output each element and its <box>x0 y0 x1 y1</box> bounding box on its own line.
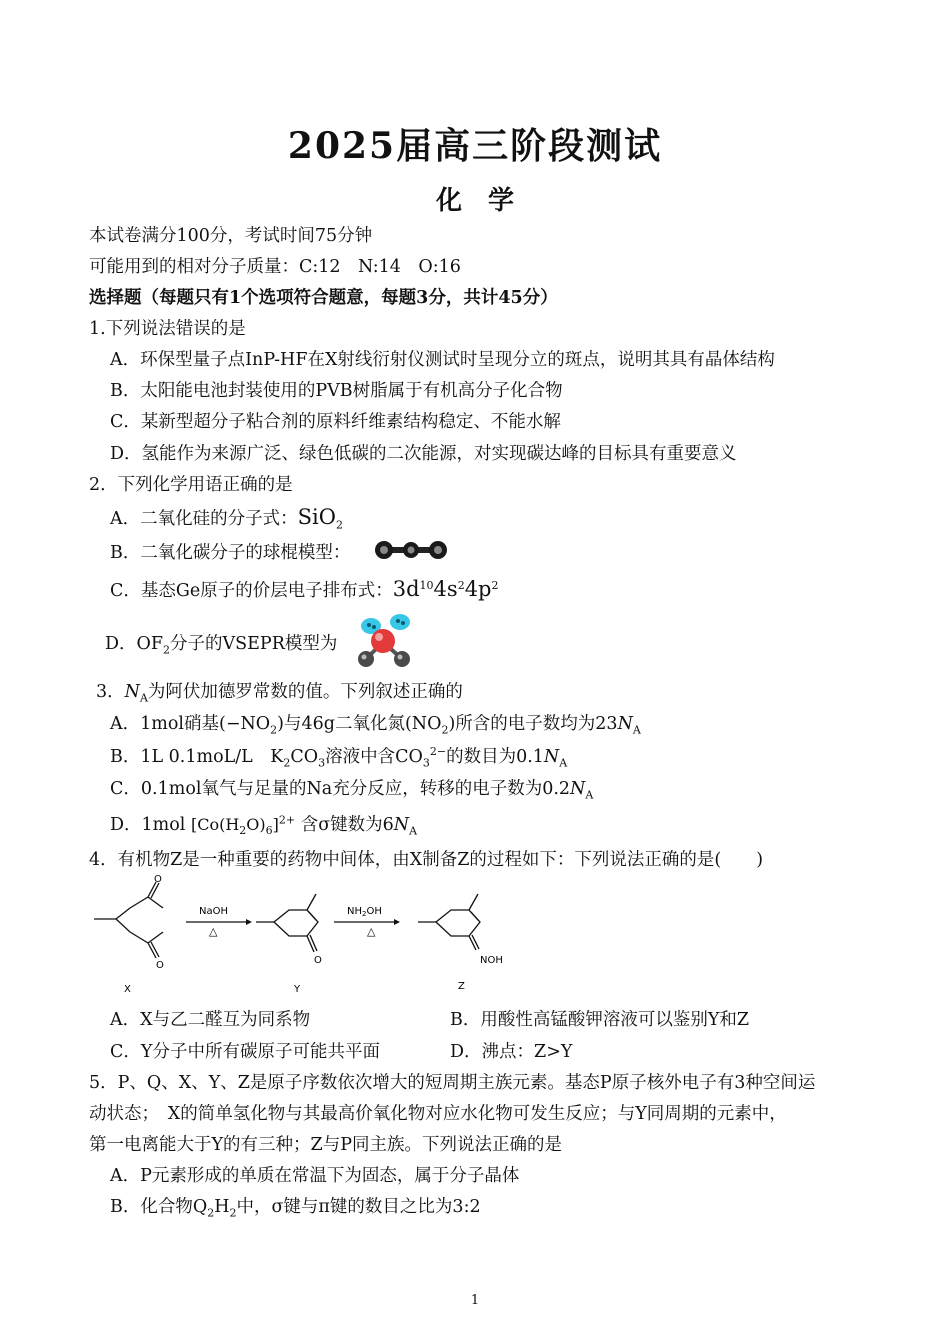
x-oxygen-top: O <box>154 874 162 885</box>
z-noh: NOH <box>480 955 503 966</box>
q2-option-a: A．二氧化硅的分子式：SiO$_2$ <box>110 505 343 532</box>
q1-option-b: B．太阳能电池封装使用的PVB树脂属于有机高分子化合物 <box>110 381 563 401</box>
exam-title: 2025届高三阶段测试 <box>287 125 663 167</box>
info-line-2: 可能用到的相对分子质量：C:12 N:14 O:16 <box>89 257 461 277</box>
label-x: X <box>124 984 131 995</box>
page-number: 1 <box>470 1293 480 1308</box>
q3-option-b: B．1L 0.1moL/L $K_2CO_3$溶液中含$CO_3^{2-}$的数目为$0.1N_A$ <box>110 745 568 770</box>
cobalt-complex: $[Co(H_2O)_6]^{2+}$ <box>190 813 296 838</box>
q1-stem: 1.下列说法错误的是 <box>89 319 246 339</box>
info-line-1: 本试卷满分100分，考试时间75分钟 <box>89 226 373 246</box>
q4-option-c: C．Y分子中所有碳原子可能共平面 <box>110 1042 380 1062</box>
c-atom-highlight <box>408 547 415 554</box>
q5-option-a: A．P元素形成的单质在常温下为固态，属于分子晶体 <box>110 1166 520 1186</box>
q3-stem: 3．$N_A$为阿伏加德罗常数的值。下列叙述正确的 <box>96 682 463 705</box>
q4-stem: 4．有机物Z是一种重要的药物中间体，由X制备Z的过程如下：下列说法正确的是( ) <box>89 850 764 870</box>
q1-option-d: D．氢能作为来源广泛、绿色低碳的二次能源，对实现碳达峰的目标具有重要意义 <box>110 444 737 464</box>
section-heading: 选择题（每题只有1个选项符合题意，每题3分，共计45分） <box>89 288 558 308</box>
q5-stem-line-1: 5．P、Q、X、Y、Z是原子序数依次增大的短周期主族元素。基态P原子核外电子有3种空间运 <box>89 1073 816 1093</box>
f-atom-left <box>358 651 374 667</box>
o-atom <box>371 629 395 653</box>
q4-option-d: D．沸点：Z>Y <box>450 1042 573 1062</box>
reagent-nh2oh: $NH_2OH$ <box>347 906 382 918</box>
molecule-y <box>256 894 318 952</box>
reaction-scheme <box>88 872 528 1000</box>
lone-pair-right <box>390 614 410 630</box>
molecule-z <box>418 894 480 950</box>
y-oxygen: O <box>314 955 322 966</box>
q5-stem-line-3: 第一电离能大于Y的有三种；Z与P同主族。下列说法正确的是 <box>89 1135 562 1155</box>
co2-ball-stick-model <box>372 538 452 562</box>
label-z: Z <box>458 981 465 992</box>
q2-stem: 2．下列化学用语正确的是 <box>89 475 293 495</box>
q5-option-b: B．化合物$Q_2H_2$中，σ键与π键的数目之比为3:2 <box>110 1197 481 1220</box>
q2-option-b: B．二氧化碳分子的球棍模型： <box>110 543 351 563</box>
subject-title: 化 学 <box>435 186 514 216</box>
q1-option-a: A．环保型量子点InP-HF在X射线衍射仪测试时呈现分立的斑点，说明其具有晶体结构 <box>110 350 775 370</box>
q4-option-b: B．用酸性高锰酸钾溶液可以鉴别Y和Z <box>450 1010 750 1030</box>
o-atom-right-highlight <box>434 546 442 554</box>
x-oxygen-bottom: O <box>156 960 164 971</box>
f-atom-right <box>394 651 410 667</box>
q2-option-c: C．基态Ge原子的价层电子排布式：$3d^{10}4s^24p^2$ <box>110 577 499 601</box>
q3-option-a: A．1mol硝基$(-NO_2)$与46g二氧化氮$(NO_2)$所含的电子数均为$23N_A$ <box>110 714 641 737</box>
heat-1: △ <box>209 925 218 938</box>
q3-option-c: C．0.1mol氧气与足量的Na充分反应，转移的电子数为$0.2N_A$ <box>110 779 594 802</box>
molecule-x <box>94 882 163 958</box>
q2-option-d: D．$OF_2$分子的VSEPR模型为 <box>105 634 338 657</box>
q5-stem-line-2: 动状态； X的简单氢化物与其最高价氧化物对应水化物可发生反应；与Y同周期的元素中， <box>89 1104 787 1124</box>
heat-2: △ <box>367 925 376 938</box>
o-atom-left-highlight <box>380 546 388 554</box>
label-y: Y <box>294 984 301 995</box>
reagent-naoh: NaOH <box>199 906 228 917</box>
q1-option-c: C．某新型超分子粘合剂的原料纤维素结构稳定、不能水解 <box>110 412 561 432</box>
q4-option-a: A．X与乙二醛互为同系物 <box>110 1010 311 1030</box>
q3-option-d: D．1mol $[Co(H_2O)_6]^{2+}$ 含σ键数为$6N_A$ <box>110 813 418 838</box>
of2-vsepr-model <box>355 610 425 672</box>
